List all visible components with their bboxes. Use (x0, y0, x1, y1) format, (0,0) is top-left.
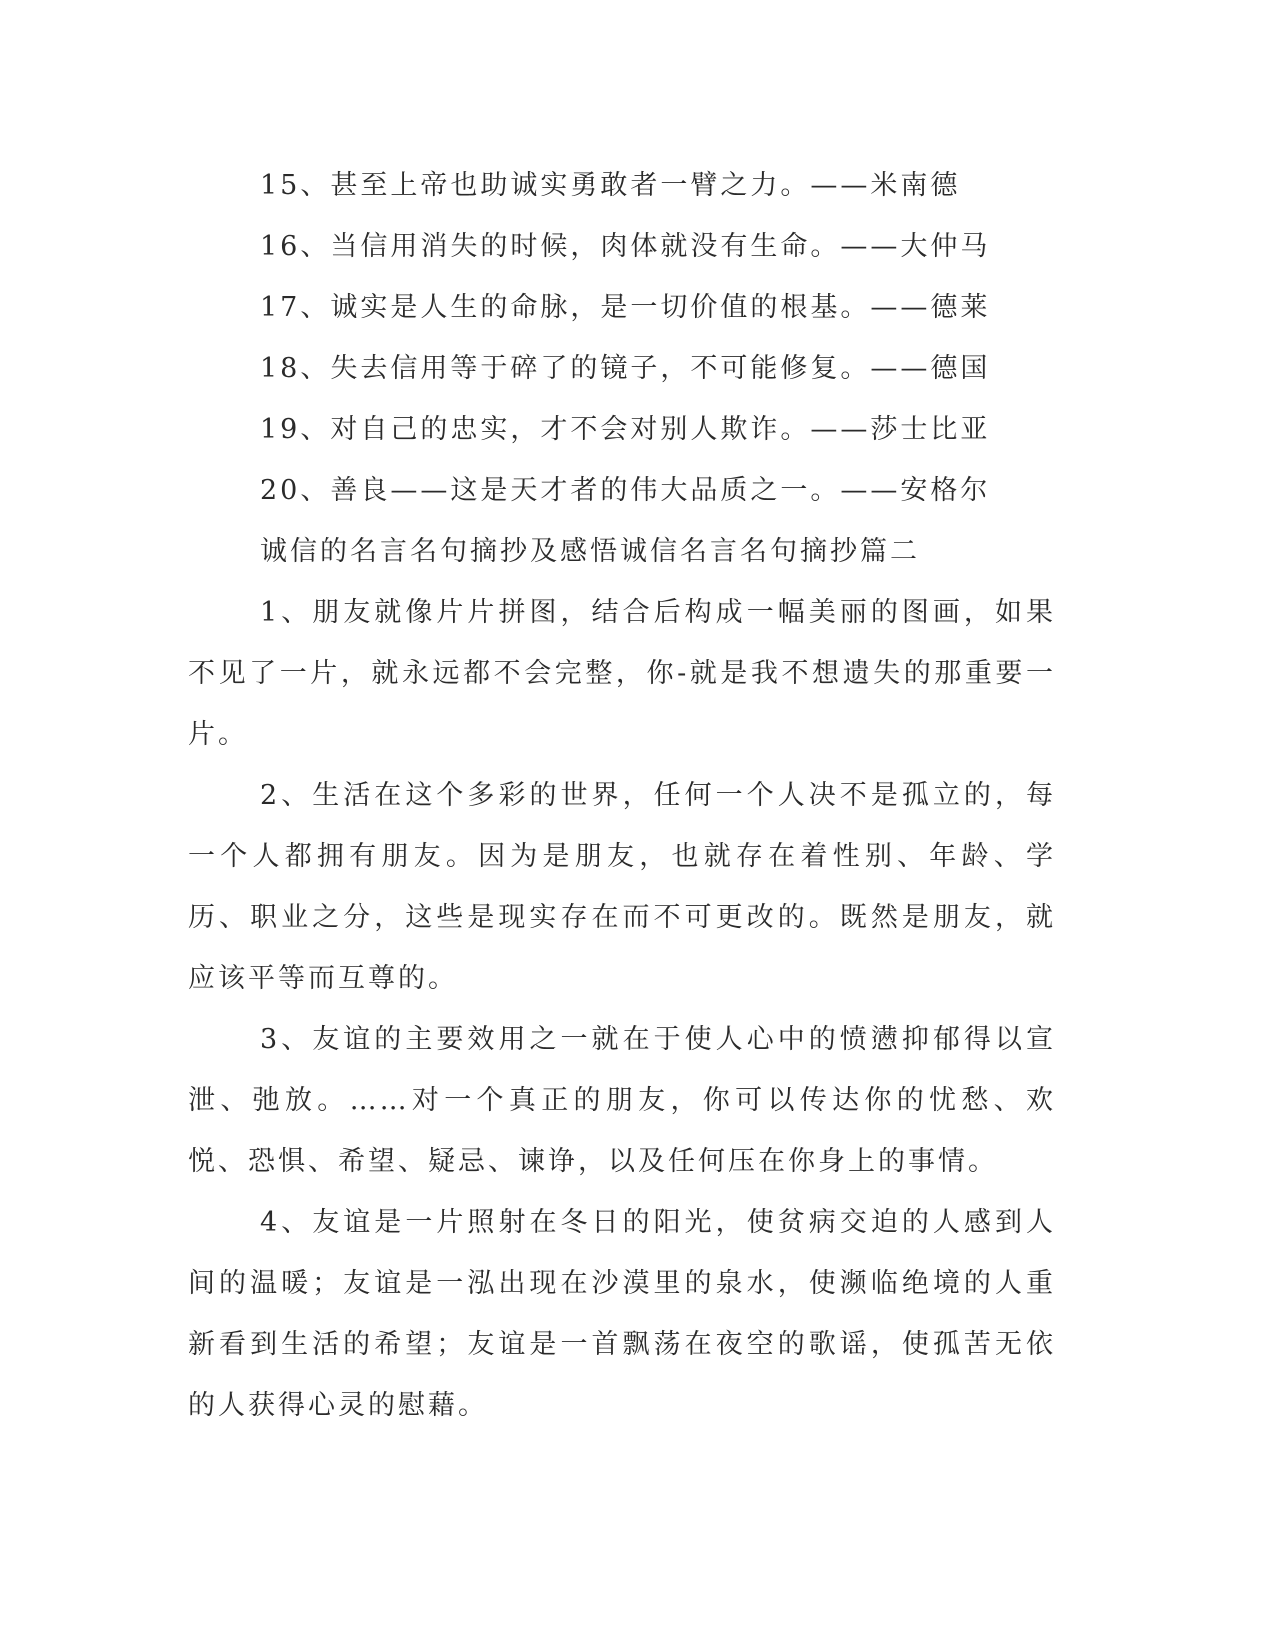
quote-16: 16、当信用消失的时候，肉体就没有生命。——大仲马 (260, 231, 991, 262)
paragraph-1: 1、朋友就像片片拼图，结合后构成一幅美丽的图画，如果不见了一片，就永远都不会完整，你-就是我不想遗失的那重要一片。 (188, 597, 1056, 750)
section-heading: 诚信的名言名句摘抄及感悟诚信名言名句摘抄篇二 (260, 536, 920, 567)
paragraph-2: 2、生活在这个多彩的世界，任何一个人决不是孤立的，每一个人都拥有朋友。因为是朋友，也就存在着性别、年龄、学历、职业之分，这些是现实存在而不可更改的。既然是朋友，就应该平等而互尊的。 (188, 780, 1056, 994)
quote-18: 18、失去信用等于碎了的镜子，不可能修复。——德国 (260, 353, 991, 384)
quote-20: 20、善良——这是天才者的伟大品质之一。——安格尔 (260, 475, 991, 506)
quote-17: 17、诚实是人生的命脉，是一切价值的根基。——德莱 (260, 292, 991, 323)
quote-15: 15、甚至上帝也助诚实勇敢者一臂之力。——米南德 (260, 170, 961, 201)
paragraph-4: 4、友谊是一片照射在冬日的阳光，使贫病交迫的人感到人间的温暖；友谊是一泓出现在沙漠里的泉水，使濒临绝境的人重新看到生活的希望；友谊是一首飘荡在夜空的歌谣，使孤苦无依的人获得心灵的慰藉。 (188, 1207, 1056, 1421)
document-body (188, 155, 1056, 1436)
paragraph-3: 3、友谊的主要效用之一就在于使人心中的愤懑抑郁得以宣泄、弛放。……对一个真正的朋友，你可以传达你的忧愁、欢悦、恐惧、希望、疑忌、谏诤，以及任何压在你身上的事情。 (188, 1024, 1056, 1177)
quote-19: 19、对自己的忠实，才不会对别人欺诈。——莎士比亚 (260, 414, 991, 445)
